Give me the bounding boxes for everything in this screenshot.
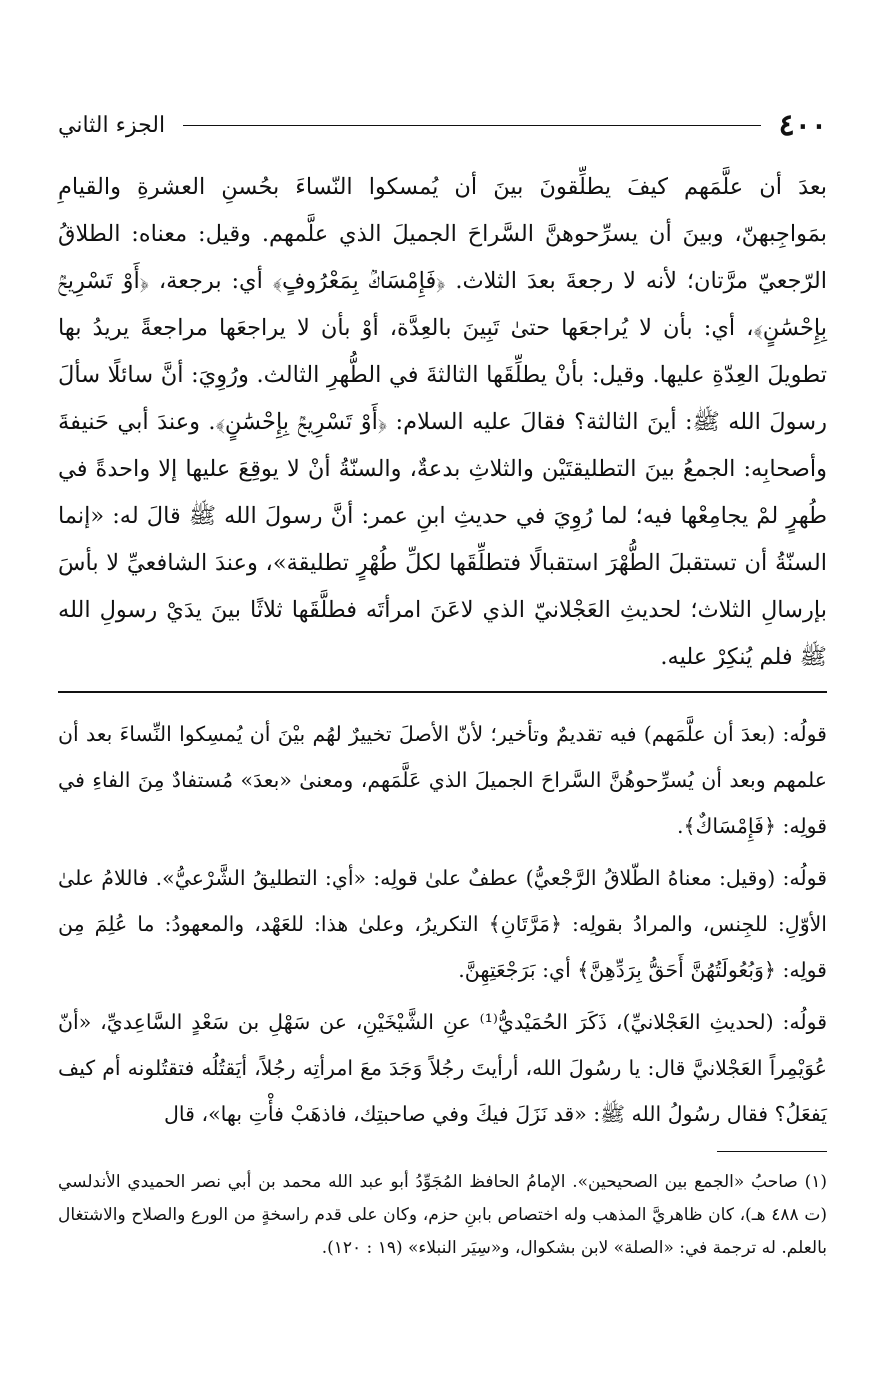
page-header (58, 100, 827, 150)
commentary-paragraph: قولُه: (بعدَ أن علَّمَهم) فيه تقديمٌ وتأخير؛ لأنّ الأصلَ تخييرٌ لهُم بيْنَ أن يُمسِكوا النِّساءَ بعد أن علمهم وبعد أن يُسرِّحوهُنَّ السَّراحَ الجميلَ الذي عَلَّمَهم، ومعنىٰ «بعدَ» مُستفادٌ مِنَ الفاءِ في قولِه: ﴿فَإِمْسَاكٌ﴾. (58, 722, 827, 838)
part-title: الجزء الثاني (58, 112, 166, 138)
footnote-divider (717, 1151, 827, 1152)
header-rule (183, 125, 761, 126)
footnotes (58, 1166, 827, 1265)
page-number: ٤٠٠ (778, 107, 827, 143)
main-text (58, 164, 827, 681)
footnote-1: (١) صاحبُ «الجمع بين الصحيحين». الإمامُ الحافظ المُجَوِّدُ أبو عبد الله محمد بن أبي نصر الحميدي الأندلسي (ت ٤٨٨ هـ)، كان ظاهريَّ المذهب وله اختصاص بابنِ حزم، وكان على قدم راسخةٍ من الورع والصلاح والاشتغال بالعلم. له ترجمة في: «الصلة» لابن بشكوال، و«سِيَر النبلاء» (١٩ : ١٢٠). (58, 1172, 827, 1258)
main-divider (58, 691, 827, 693)
commentary (58, 711, 827, 1137)
main-paragraph: بعدَ أن علَّمَهم كيفَ يطلِّقونَ بينَ أن يُمسكوا النّساءَ بحُسنِ العشرةِ والقيامِ بمَواجِبهنّ، وبينَ أن يسرِّحوهنَّ السَّراحَ الجميلَ الذي علَّمهم. وقيل: معناه: الطلاقُ الرّجعيّ مرَّتان؛ لأنه لا رجعةَ بعدَ الثلاث. ﴿فَإِمْسَاكُۢ بِمَعْرُوفٍ﴾ أي: برجعة، ﴿أَوْ تَسْرِيحُۢ بِإِحْسَٰنٍ﴾، أي: بأن لا يُراجعَها حتىٰ تَبِينَ بالعِدَّة، أوْ بأن لا يراجعَها مراجعةً يريدُ بها تطويلَ العِدّةِ عليها. وقيل: بأنْ يطلِّقَها الثالثةَ في الطُّهرِ الثالث. ورُوِيَ: أنَّ سائلًا سألَ رسولَ الله ﷺ: أينَ الثالثة؟ فقالَ عليه السلام: ﴿أَوْ تَسْرِيحُۢ بِإِحْسَٰنٍ﴾. وعندَ أبي حَنيفةَ وأصحابِه: الجمعُ بينَ التطليقتَيْن والثلاثِ بدعةٌ، والسنّةُ أنْ لا يوقِعَ عليها إلا واحدةً في طُهرٍ لمْ يجامِعْها فيه؛ لما رُوِيَ في حديثِ ابنِ عمر: أنَّ رسولَ الله ﷺ قالَ له: «إنما السنّةُ أن تستقبلَ الطُّهْرَ استقبالًا فتطلِّقَها لكلِّ طُهْرٍ تطليقة»، وعندَ الشافعيِّ لا بأسَ بإرسالِ الثلاث؛ لحديثِ العَجْلانيّ الذي لاعَنَ امرأتَه فطلَّقَها ثلاثًا بينَ يدَيْ رسولِ الله ﷺ فلم يُنكِرْ عليه. (58, 174, 827, 670)
commentary-paragraph: قولُه: (وقيل: معناهُ الطّلاقُ الرَّجْعيُّ) عطفٌ علىٰ قولِه: «أي: التطليقُ الشَّرْعيُّ». فاللامُ علىٰ الأوّلِ: للجِنس، والمرادُ بقولِه: ﴿مَرَّتَانِ﴾ التكريرُ، وعلىٰ هذا: للعَهْد، والمعهودُ: ما عُلِمَ مِن قولِه: ﴿وَبُعُولَتُهُنَّ أَحَقُّ بِرَدِّهِنَّ﴾ أي: بَرَجْعَتِهِنَّ. (58, 866, 827, 982)
commentary-paragraph: قولُه: (لحديثِ العَجْلانيِّ)، ذَكَرَ الحُمَيْديُّ⁽¹⁾ عنِ الشَّيْخَيْنِ، عن سَهْلِ بن سَعْدٍ السَّاعِديِّ، «أنّ عُوَيْمِراً العَجْلانيَّ قال: يا رسُولَ الله، أرأيتَ رجُلاً وَجَدَ معَ امرأتِه رجُلاً، أيَقتُلُه فتقتُلونه أم كيف يَفعَلُ؟ فقال رسُولُ الله ﷺ: «قد نَزَلَ فيكَ وفي صاحبتِك، فاذهَبْ فأْتِ بها»، قال (58, 1010, 827, 1126)
